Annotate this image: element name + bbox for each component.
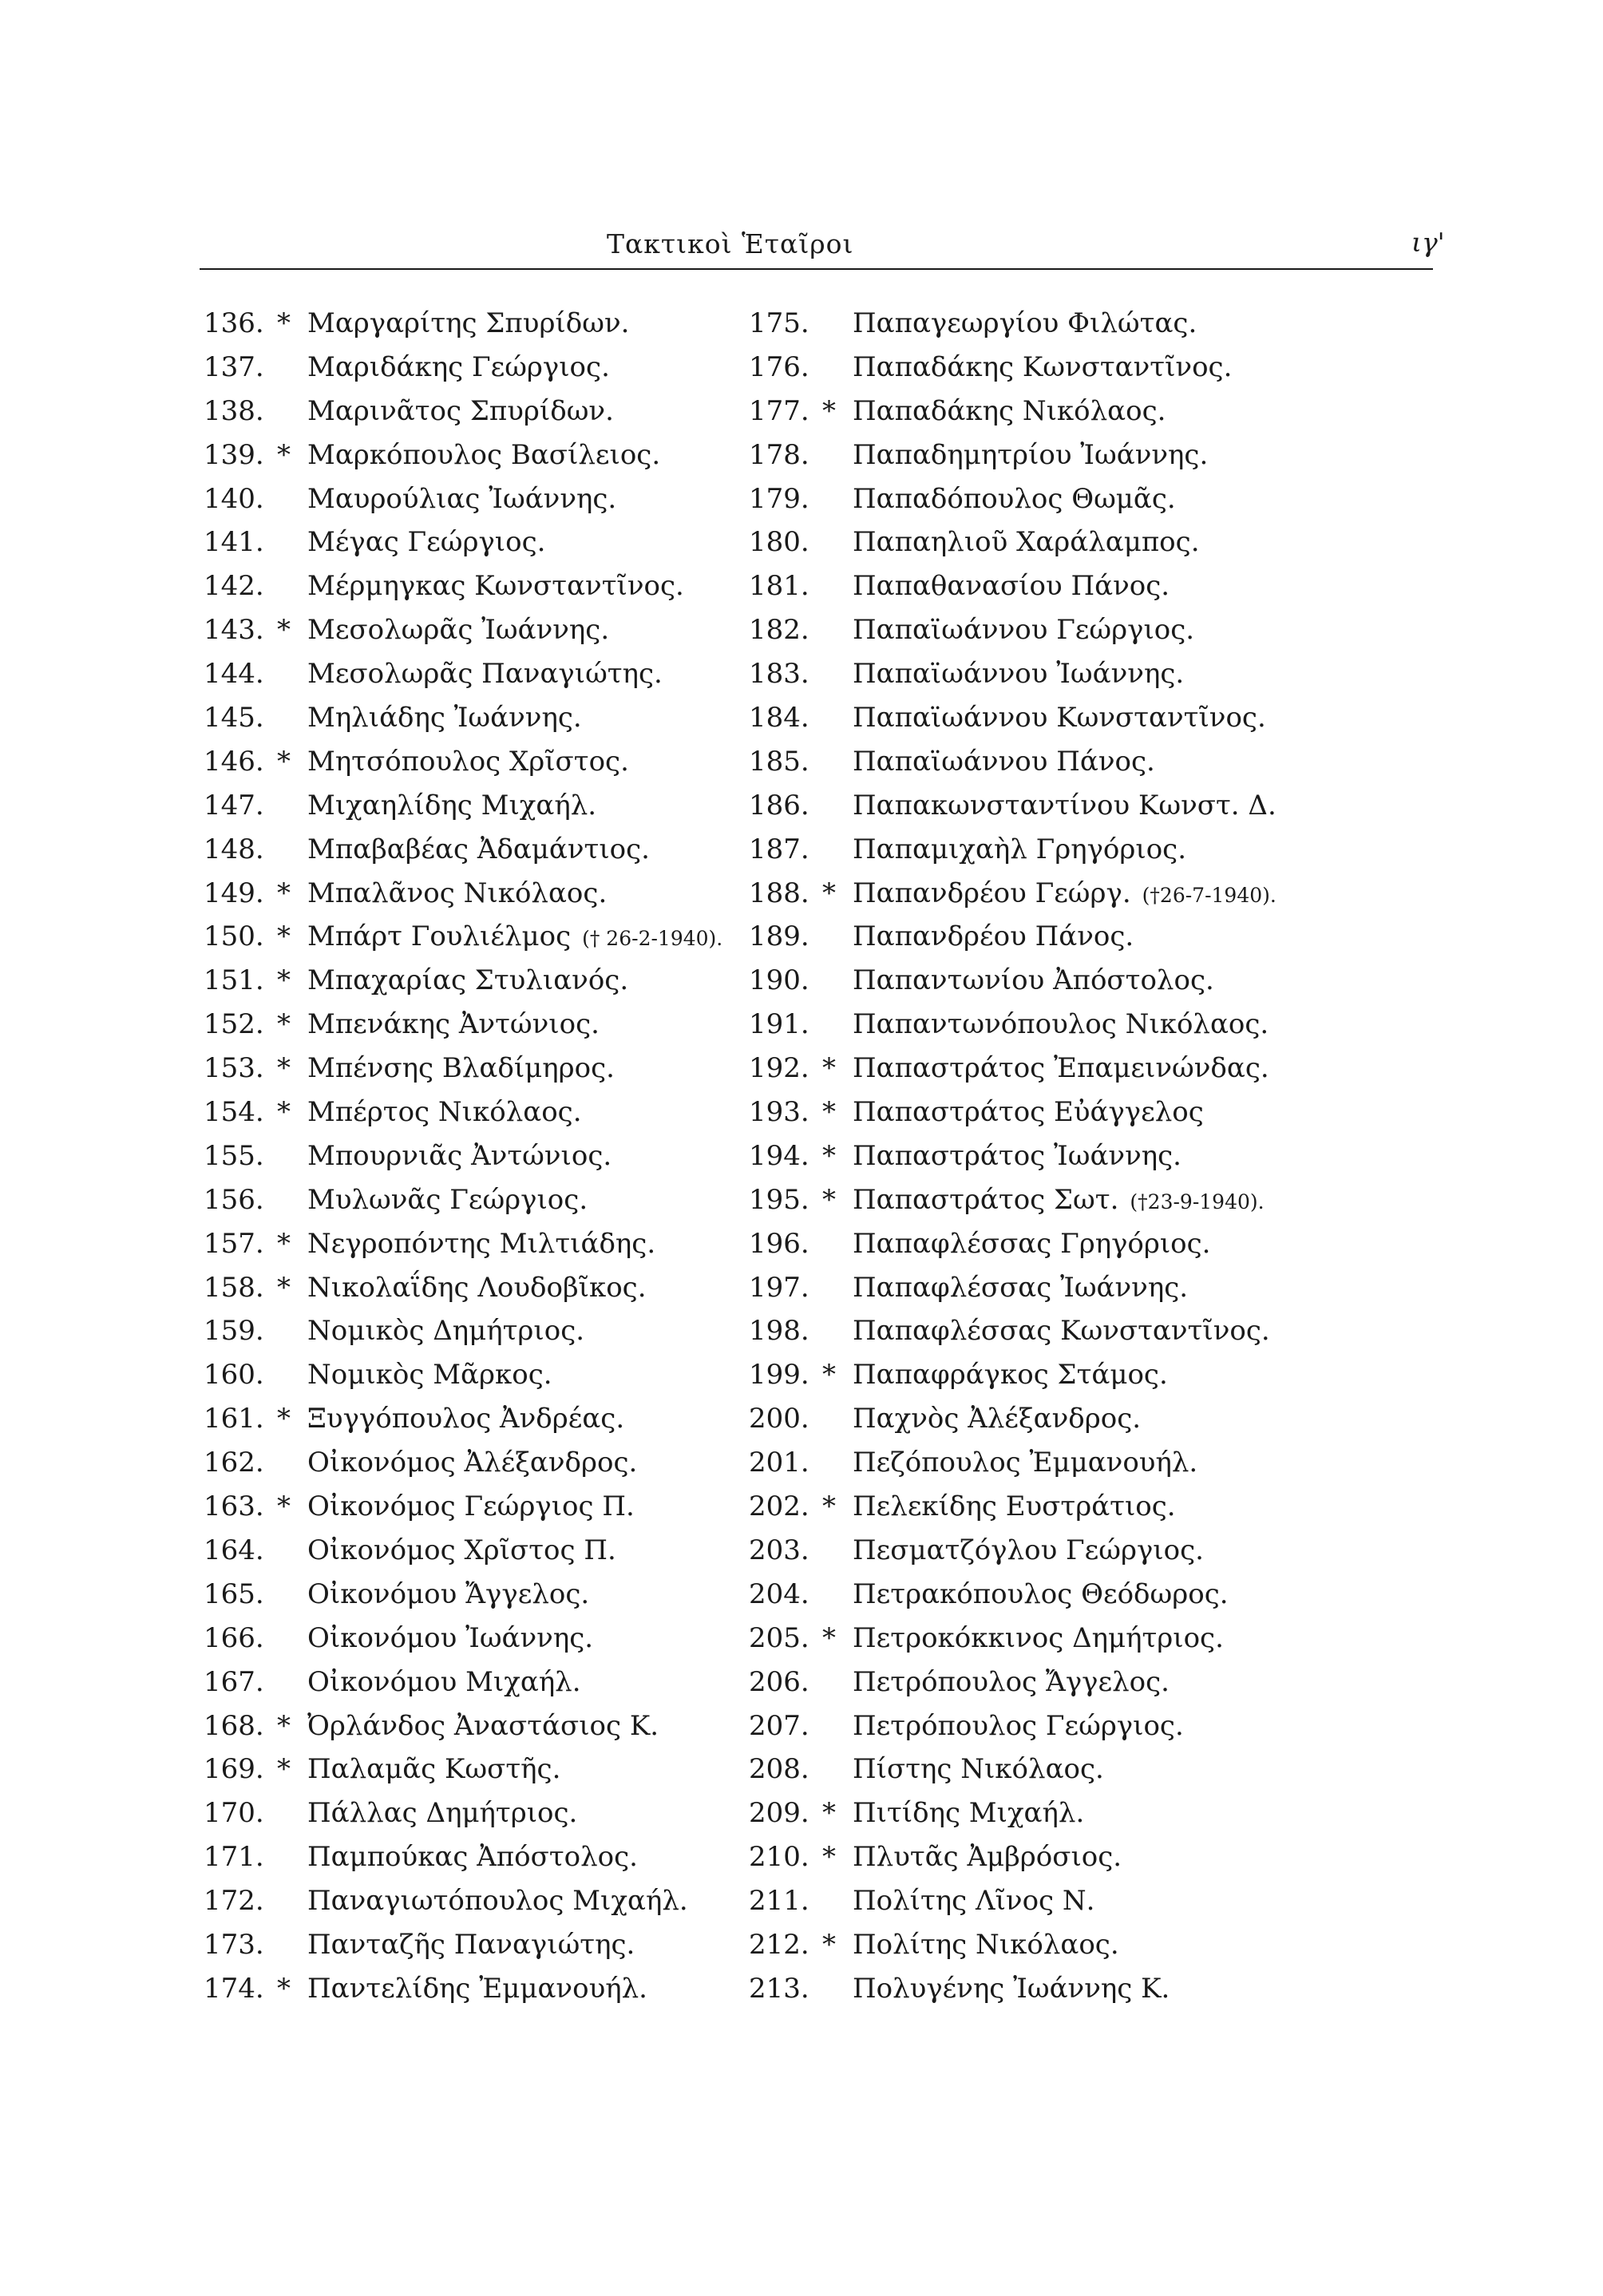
member-name-text: Πετρακόπουλος Θεόδωρος. [853, 1578, 1229, 1610]
asterisk-mark: * [277, 307, 291, 339]
death-date-note: (†23-9-1940). [1130, 1190, 1265, 1213]
asterisk-mark: * [277, 964, 291, 997]
member-name-text: Νεγροπόντης Μιλτιάδης. [307, 1227, 656, 1260]
member-number: 210. [749, 1841, 809, 1874]
member-name [853, 920, 1145, 955]
member-number: 188. [749, 877, 809, 909]
member-number: 180. [749, 526, 809, 559]
member-name-text: Μιχαηλίδης Μιχαήλ. [307, 789, 597, 821]
member-name [307, 1841, 649, 1875]
member-name [307, 1753, 572, 1787]
member-name-text: Παπαδημητρίου Ἰωάννης. [853, 438, 1209, 471]
member-name [307, 1052, 626, 1087]
member-number: 158. [204, 1271, 264, 1304]
page-number: ιγ' [1411, 227, 1445, 258]
member-name [307, 614, 620, 648]
member-name [853, 658, 1195, 692]
member-name [307, 483, 627, 517]
member-name-text: Πολυγένης Ἰωάννης Κ. [853, 1972, 1170, 2005]
member-name-text: Παναγιωτόπουλος Μιχαήλ. [307, 1885, 688, 1918]
member-name-text: Παπακωνσταντίνου Κωνστ. Δ. [853, 789, 1276, 821]
member-name [307, 1666, 592, 1700]
member-name-text: Παπαϊωάννου Ἰωάννης. [853, 658, 1185, 691]
member-name [307, 1929, 646, 1963]
running-head: Τακτικοὶ Ἑταῖροι [607, 228, 854, 259]
member-number: 187. [749, 833, 809, 865]
member-name [307, 307, 640, 342]
asterisk-mark: * [277, 1008, 291, 1041]
member-name [307, 1272, 658, 1306]
member-name [853, 746, 1166, 780]
member-number: 213. [749, 1972, 809, 2005]
member-name [307, 1140, 623, 1174]
member-name [307, 1096, 593, 1130]
member-name-text: Παμπούκας Ἀπόστολος. [307, 1841, 638, 1874]
member-name-text: Πελεκίδης Ευστράτιος. [853, 1490, 1176, 1523]
member-number: 208. [749, 1753, 809, 1786]
member-name-text: Παπαδάκης Κωνσταντῖνος. [853, 350, 1233, 383]
asterisk-mark: * [277, 1052, 291, 1085]
member-number: 150. [204, 920, 264, 953]
member-name-text: Πιτίδης Μιχαήλ. [853, 1797, 1085, 1830]
member-name [853, 1272, 1199, 1306]
member-number: 212. [749, 1928, 809, 1961]
member-name-text: Παπαδόπουλος Θωμᾶς. [853, 482, 1176, 515]
member-number: 175. [749, 307, 809, 339]
member-name [307, 439, 671, 473]
member-name-text: Παπαϊωάννου Γεώργιος. [853, 614, 1195, 647]
member-name [853, 1490, 1187, 1525]
member-name [853, 1140, 1193, 1174]
asterisk-mark: * [822, 1359, 836, 1391]
member-name-text: Μπάρτ Γουλιέλμος [307, 920, 572, 953]
member-number: 142. [204, 570, 264, 603]
member-name [307, 351, 621, 386]
member-name-text: Μεσολωρᾶς Παναγιώτης. [307, 658, 663, 691]
member-number: 204. [749, 1578, 809, 1610]
member-name-text: Μπαλᾶνος Νικόλαος. [307, 877, 608, 909]
member-name-text: Παπανδρέου Γεώργ. [853, 877, 1131, 909]
member-name [307, 1008, 611, 1043]
member-name [307, 1359, 564, 1393]
member-name-text: Νομικὸς Δημήτριος. [307, 1315, 585, 1348]
member-name [853, 1184, 1265, 1218]
member-number: 147. [204, 789, 264, 821]
member-name-text: Πάλλας Δημήτριος. [307, 1797, 578, 1830]
death-date-note: (†26-7-1940). [1142, 883, 1276, 907]
member-number: 140. [204, 482, 264, 515]
member-name-text: Παπαηλιοῦ Χαράλαμπος. [853, 526, 1200, 559]
member-number: 197. [749, 1271, 809, 1304]
member-number: 176. [749, 350, 809, 383]
member-name-text: Μέγας Γεώργιος. [307, 526, 546, 559]
member-name-text: Πετρόπουλος Γεώργιος. [853, 1709, 1184, 1742]
member-number: 193. [749, 1096, 809, 1129]
member-name-text: Οἰκονόμου Ἰωάννης. [307, 1621, 594, 1654]
member-number: 179. [749, 482, 809, 515]
member-name-text: Παπαφράγκος Στάμος. [853, 1359, 1168, 1391]
member-name-text: Μαρινᾶτος Σπυρίδων. [307, 394, 614, 427]
asterisk-mark: * [822, 1841, 836, 1874]
member-name [307, 1228, 667, 1262]
member-number: 174. [204, 1972, 264, 2005]
member-name-text: Μπέρτος Νικόλαος. [307, 1096, 582, 1129]
member-name-text: Παχνὸς Ἀλέξανδρος. [853, 1403, 1142, 1435]
member-name [853, 614, 1205, 648]
member-name [853, 1315, 1281, 1349]
member-number: 161. [204, 1403, 264, 1435]
member-name-text: Μπένσης Βλαδίμηρος. [307, 1052, 615, 1085]
member-name-text: Μαργαρίτης Σπυρίδων. [307, 307, 630, 339]
member-name-text: Ξυγγόπουλος Ἀνδρέας. [307, 1403, 625, 1435]
member-name-text: Μητσόπουλος Χρῖστος. [307, 745, 629, 778]
member-name-text: Πολίτης Λῖνος Ν. [853, 1885, 1095, 1918]
member-name [853, 877, 1276, 912]
member-name [307, 1710, 670, 1744]
asterisk-mark: * [822, 877, 836, 909]
member-name [307, 877, 618, 912]
member-number: 205. [749, 1621, 809, 1654]
member-number: 166. [204, 1621, 264, 1654]
member-number: 191. [749, 1008, 809, 1041]
member-name [853, 1797, 1095, 1831]
member-name [853, 1403, 1152, 1437]
asterisk-mark: * [277, 745, 291, 778]
asterisk-mark: * [822, 1052, 836, 1085]
member-number: 206. [749, 1665, 809, 1698]
asterisk-mark: * [277, 438, 291, 471]
asterisk-mark: * [277, 1490, 291, 1523]
member-name-text: Νομικὸς Μᾶρκος. [307, 1359, 552, 1391]
member-name-text: Παπαφλέσσας Ἰωάννης. [853, 1271, 1189, 1304]
member-name [853, 964, 1225, 999]
member-name-text: Μαριδάκης Γεώργιος. [307, 350, 610, 383]
member-number: 190. [749, 964, 809, 997]
member-number: 196. [749, 1227, 809, 1260]
member-name [307, 1797, 588, 1831]
member-name-text: Οἰκονόμος Ἀλέξανδρος. [307, 1447, 638, 1479]
member-number: 181. [749, 570, 809, 603]
member-name [853, 351, 1243, 386]
member-number: 185. [749, 745, 809, 778]
member-name [307, 702, 593, 736]
member-name [307, 1184, 599, 1218]
member-name [307, 1973, 659, 2007]
member-number: 165. [204, 1578, 264, 1610]
member-name-text: Παπαστράτος Ἐπαμεινώνδας. [853, 1052, 1269, 1085]
member-name-text: Μπαβαβέας Ἀδαμάντιος. [307, 833, 650, 865]
member-name-text: Παπαγεωργίου Φιλώτας. [853, 307, 1197, 339]
member-name-text: Παπαφλέσσας Γρηγόριος. [853, 1227, 1211, 1260]
asterisk-mark: * [277, 1096, 291, 1129]
member-name [307, 1447, 648, 1481]
asterisk-mark: * [277, 1753, 291, 1786]
member-name [853, 1622, 1235, 1657]
member-name-text: Οἰκονόμος Χρῖστος Π. [307, 1534, 616, 1566]
member-number: 184. [749, 702, 809, 734]
header-rule [200, 268, 1433, 270]
member-number: 172. [204, 1885, 264, 1918]
asterisk-mark: * [822, 1096, 836, 1129]
member-name [853, 1578, 1240, 1613]
member-number: 195. [749, 1183, 809, 1216]
member-name-text: Πλυτᾶς Ἀμβρόσιος. [853, 1841, 1122, 1874]
asterisk-mark: * [277, 1972, 291, 2005]
member-number: 209. [749, 1797, 809, 1830]
member-number: 189. [749, 920, 809, 953]
member-number: 148. [204, 833, 264, 865]
death-date-note: († 26-2-1940). [582, 927, 723, 951]
member-number: 194. [749, 1139, 809, 1172]
asterisk-mark: * [277, 1709, 291, 1742]
member-name-text: Μέρμηγκας Κωνσταντῖνος. [307, 570, 684, 603]
member-name-text: Μπαχαρίας Στυλιανός. [307, 964, 629, 997]
member-number: 160. [204, 1359, 264, 1391]
member-name [853, 570, 1181, 604]
asterisk-mark: * [822, 394, 836, 427]
member-name [853, 1534, 1215, 1569]
member-number: 207. [749, 1709, 809, 1742]
asterisk-mark: * [822, 1621, 836, 1654]
member-name-text: Μεσολωρᾶς Ἰωάννης. [307, 614, 610, 647]
member-name [307, 964, 639, 999]
member-name-text: Παπανδρέου Πάνος. [853, 920, 1134, 953]
member-name [853, 1447, 1209, 1481]
member-number: 151. [204, 964, 264, 997]
member-name-text: Πεζόπουλος Ἐμμανουήλ. [853, 1447, 1198, 1479]
member-number: 203. [749, 1534, 809, 1566]
member-name-text: Οἰκονόμου Μιχαήλ. [307, 1665, 581, 1698]
member-number: 171. [204, 1841, 264, 1874]
member-name-text: Πίστης Νικόλαος. [853, 1753, 1104, 1786]
member-name-text: Μαρκόπουλος Βασίλειος. [307, 438, 661, 471]
member-number: 159. [204, 1315, 264, 1348]
member-name-text: Παπαστράτος Ἰωάννης. [853, 1139, 1181, 1172]
member-name [307, 790, 608, 824]
member-number: 169. [204, 1753, 264, 1786]
member-number: 167. [204, 1665, 264, 1698]
asterisk-mark: * [277, 877, 291, 909]
member-number: 162. [204, 1447, 264, 1479]
member-number: 182. [749, 614, 809, 647]
member-name-text: Ὀρλάνδος Ἀναστάσιος Κ. [307, 1709, 659, 1742]
member-name [853, 1096, 1215, 1130]
member-number: 202. [749, 1490, 809, 1523]
member-number: 164. [204, 1534, 264, 1566]
asterisk-mark: * [277, 1271, 291, 1304]
member-number: 198. [749, 1315, 809, 1348]
asterisk-mark: * [822, 1139, 836, 1172]
asterisk-mark: * [277, 614, 291, 647]
member-number: 155. [204, 1139, 264, 1172]
member-number: 153. [204, 1052, 264, 1085]
member-name [853, 1973, 1181, 2007]
member-name [853, 1359, 1179, 1393]
member-name-text: Μπενάκης Ἀντώνιος. [307, 1008, 600, 1041]
asterisk-mark: * [822, 1928, 836, 1961]
member-number: 157. [204, 1227, 264, 1260]
member-name [853, 1052, 1280, 1087]
asterisk-mark: * [822, 1183, 836, 1216]
member-name-text: Μυλωνᾶς Γεώργιος. [307, 1183, 588, 1216]
member-number: 183. [749, 658, 809, 691]
member-name [307, 1534, 627, 1569]
member-name-text: Πεσματζόγλου Γεώργιος. [853, 1534, 1204, 1566]
member-name-text: Μαυρούλιας Ἰωάννης. [307, 482, 617, 515]
member-name [853, 702, 1277, 736]
member-name [307, 395, 625, 430]
asterisk-mark: * [822, 1797, 836, 1830]
member-name [307, 570, 695, 604]
member-name-text: Οἰκονόμος Γεώργιος Π. [307, 1490, 635, 1523]
member-name [307, 1403, 635, 1437]
member-name-text: Παντελίδης Ἐμμανουήλ. [307, 1972, 647, 2005]
member-number: 186. [749, 789, 809, 821]
member-name-text: Οἰκονόμου Ἄγγελος. [307, 1578, 590, 1610]
member-number: 200. [749, 1403, 809, 1435]
asterisk-mark: * [277, 1227, 291, 1260]
member-name [853, 1666, 1181, 1700]
member-name [307, 1490, 646, 1525]
member-number: 163. [204, 1490, 264, 1523]
member-name [853, 1710, 1195, 1744]
member-number: 154. [204, 1096, 264, 1129]
member-name [853, 1228, 1222, 1262]
member-name-text: Μπουρνιᾶς Ἀντώνιος. [307, 1139, 612, 1172]
asterisk-mark: * [277, 1403, 291, 1435]
member-name-text: Πετροκόκκινος Δημήτριος. [853, 1621, 1224, 1654]
member-name [307, 746, 640, 780]
member-number: 156. [204, 1183, 264, 1216]
member-name [853, 307, 1208, 342]
member-number: 137. [204, 350, 264, 383]
member-name-text: Πολίτης Νικόλαος. [853, 1928, 1119, 1961]
member-name-text: Παπαντωνίου Ἀπόστολος. [853, 964, 1214, 997]
member-number: 145. [204, 702, 264, 734]
member-name-text: Πετρόπουλος Ἄγγελος. [853, 1665, 1170, 1698]
member-name [853, 439, 1219, 473]
member-name [853, 483, 1187, 517]
member-name-text: Παπαϊωάννου Κωνσταντῖνος. [853, 702, 1266, 734]
member-name [307, 1622, 604, 1657]
member-name [853, 1753, 1115, 1787]
member-number: 199. [749, 1359, 809, 1391]
member-number: 173. [204, 1928, 264, 1961]
member-name-text: Παπαφλέσσας Κωνσταντῖνος. [853, 1315, 1270, 1348]
member-number: 211. [749, 1885, 809, 1918]
asterisk-mark: * [277, 920, 291, 953]
member-number: 149. [204, 877, 264, 909]
member-name-text: Παπαμιχαὴλ Γρηγόριος. [853, 833, 1187, 865]
member-name [307, 833, 661, 868]
member-name [307, 1315, 596, 1349]
member-number: 146. [204, 745, 264, 778]
member-name-text: Παπαντωνόπουλος Νικόλαος. [853, 1008, 1269, 1041]
member-number: 141. [204, 526, 264, 559]
member-name [307, 1578, 600, 1613]
member-name [307, 1885, 699, 1919]
member-number: 170. [204, 1797, 264, 1830]
member-name-text: Νικολαΐδης Λουδοβῖκος. [307, 1271, 647, 1304]
member-name-text: Παπαστράτος Εὐάγγελος [853, 1096, 1204, 1129]
member-name-text: Παπαθανασίου Πάνος. [853, 570, 1170, 603]
member-number: 136. [204, 307, 264, 339]
member-number: 168. [204, 1709, 264, 1742]
member-name [307, 658, 674, 692]
member-name-text: Παπαϊωάννου Πάνος. [853, 745, 1155, 778]
member-name [853, 833, 1197, 868]
member-number: 192. [749, 1052, 809, 1085]
member-number: 152. [204, 1008, 264, 1041]
member-number: 144. [204, 658, 264, 691]
member-name [853, 1841, 1133, 1875]
member-name-text: Παπαστράτος Σωτ. [853, 1183, 1119, 1216]
member-number: 201. [749, 1447, 809, 1479]
member-name [853, 526, 1211, 560]
member-name-text: Παπαδάκης Νικόλαος. [853, 394, 1166, 427]
member-name-text: Πανταζῆς Παναγιώτης. [307, 1928, 635, 1961]
member-number: 139. [204, 438, 264, 471]
member-name [853, 790, 1288, 824]
member-name-text: Παλαμᾶς Κωστῆς. [307, 1753, 561, 1786]
member-name [853, 1929, 1130, 1963]
member-name [853, 1008, 1280, 1043]
member-number: 178. [749, 438, 809, 471]
member-number: 143. [204, 614, 264, 647]
asterisk-mark: * [822, 1490, 836, 1523]
member-name-text: Μηλιάδης Ἰωάννης. [307, 702, 582, 734]
member-name [853, 1885, 1106, 1919]
member-number: 177. [749, 394, 809, 427]
member-name [307, 526, 556, 560]
member-name [307, 920, 722, 955]
member-number: 138. [204, 394, 264, 427]
member-name [853, 395, 1177, 430]
